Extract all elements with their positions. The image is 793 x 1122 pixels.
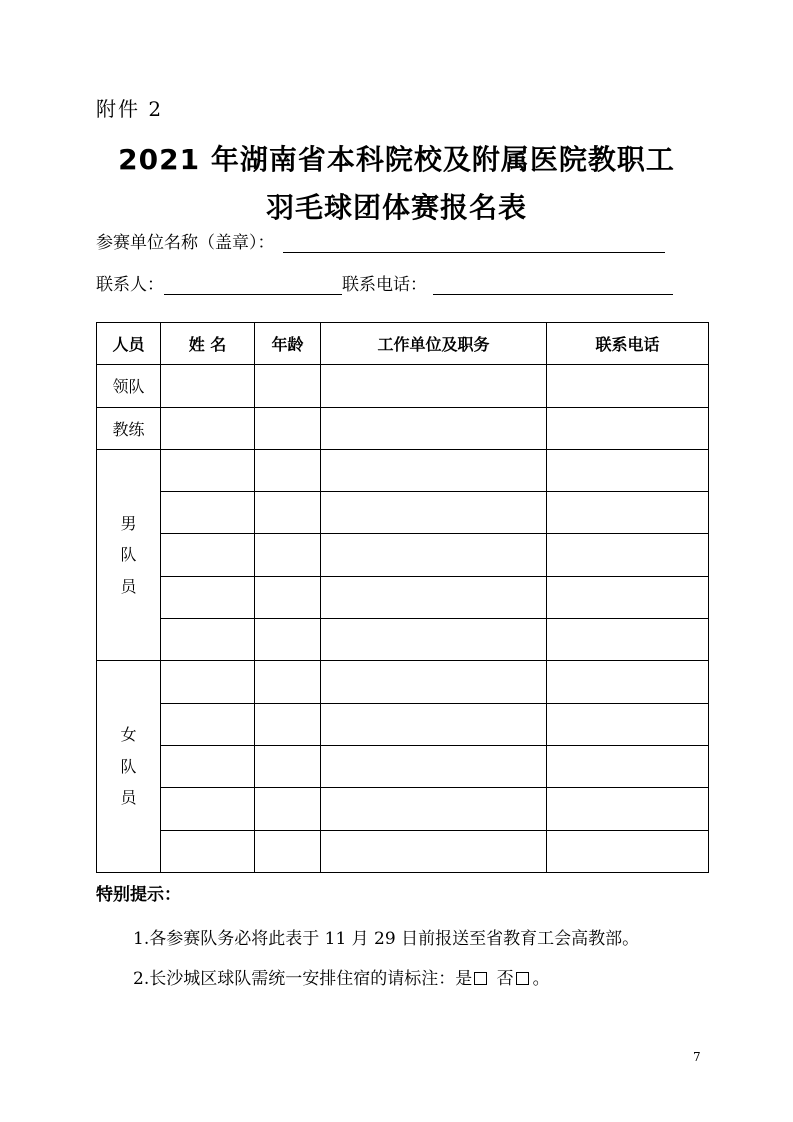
cell-name[interactable] <box>161 534 255 576</box>
cell-name[interactable] <box>161 830 255 872</box>
cell-work-unit[interactable] <box>321 534 547 576</box>
cell-work-unit[interactable] <box>321 576 547 618</box>
form-title-line-1: 2021 年湖南省本科院校及附属医院教职工 <box>118 143 675 176</box>
role-leader: 领队 <box>97 365 161 407</box>
cell-phone[interactable] <box>547 534 709 576</box>
no-label: 否 <box>496 969 514 989</box>
cell-name[interactable] <box>161 703 255 745</box>
cell-age[interactable] <box>255 661 321 703</box>
cell-work-unit[interactable] <box>321 492 547 534</box>
table-row-coach <box>97 407 709 449</box>
cell-work-unit[interactable] <box>321 745 547 787</box>
contact-phone-label: 联系电话： <box>342 275 427 295</box>
yes-label: 是 <box>455 969 473 989</box>
table-row-men <box>97 534 709 576</box>
cell-age[interactable] <box>255 830 321 872</box>
note-end-mark: 。 <box>532 969 550 989</box>
cell-age[interactable] <box>255 492 321 534</box>
cell-work-unit[interactable] <box>321 661 547 703</box>
cell-phone[interactable] <box>547 703 709 745</box>
table-header-row <box>97 323 709 365</box>
table-row-women <box>97 788 709 830</box>
cell-work-unit[interactable] <box>321 788 547 830</box>
cell-name[interactable] <box>161 661 255 703</box>
unit-name-label: 参赛单位名称（盖章）： <box>96 233 275 253</box>
cell-age[interactable] <box>255 745 321 787</box>
cell-phone[interactable] <box>547 492 709 534</box>
contact-field-row <box>96 270 673 295</box>
cell-age[interactable] <box>255 788 321 830</box>
unit-name-blank[interactable] <box>283 233 665 253</box>
header-age: 年龄 <box>255 323 321 365</box>
table-row-women <box>97 703 709 745</box>
no-checkbox[interactable] <box>516 972 529 985</box>
attachment-label: 附件 2 <box>96 97 164 121</box>
cell-name[interactable] <box>161 492 255 534</box>
contact-person-label: 联系人： <box>96 275 164 295</box>
header-name: 姓 名 <box>161 323 255 365</box>
cell-name[interactable] <box>161 407 255 449</box>
cell-name[interactable] <box>161 365 255 407</box>
note-item-1: 1.各参赛队务必将此表于 11 月 29 日前报送至省教育工会高教部。 <box>133 929 640 949</box>
cell-name[interactable] <box>161 788 255 830</box>
cell-age[interactable] <box>255 619 321 661</box>
cell-age[interactable] <box>255 703 321 745</box>
note-item-2-text: 2.长沙城区球队需统一安排住宿的请标注： <box>133 969 456 989</box>
cell-work-unit[interactable] <box>321 365 547 407</box>
cell-phone[interactable] <box>547 745 709 787</box>
notes-title: 特别提示： <box>96 885 181 905</box>
cell-age[interactable] <box>255 407 321 449</box>
table-row-women <box>97 745 709 787</box>
cell-phone[interactable] <box>547 830 709 872</box>
unit-name-field <box>96 228 665 253</box>
cell-age[interactable] <box>255 449 321 491</box>
contact-phone-blank[interactable] <box>433 275 673 295</box>
form-title-line-2: 羽毛球团体赛报名表 <box>265 191 527 224</box>
page-number: 7 <box>693 1050 701 1064</box>
header-role: 人员 <box>97 323 161 365</box>
cell-name[interactable] <box>161 449 255 491</box>
cell-work-unit[interactable] <box>321 830 547 872</box>
table-row-men <box>97 492 709 534</box>
contact-person-blank[interactable] <box>164 275 342 295</box>
table-row-men <box>97 576 709 618</box>
role-men-team: 男 队 员 <box>97 449 161 660</box>
cell-phone[interactable] <box>547 449 709 491</box>
cell-name[interactable] <box>161 576 255 618</box>
role-coach: 教练 <box>97 407 161 449</box>
table-row-leader <box>97 365 709 407</box>
cell-phone[interactable] <box>547 576 709 618</box>
header-phone: 联系电话 <box>547 323 709 365</box>
cell-work-unit[interactable] <box>321 407 547 449</box>
cell-age[interactable] <box>255 534 321 576</box>
cell-age[interactable] <box>255 576 321 618</box>
table-row-women <box>97 830 709 872</box>
cell-work-unit[interactable] <box>321 449 547 491</box>
table-row-men <box>97 449 709 491</box>
cell-name[interactable] <box>161 745 255 787</box>
cell-phone[interactable] <box>547 661 709 703</box>
cell-phone[interactable] <box>547 619 709 661</box>
role-women-team: 女 队 员 <box>97 661 161 872</box>
cell-name[interactable] <box>161 619 255 661</box>
cell-work-unit[interactable] <box>321 619 547 661</box>
cell-age[interactable] <box>255 365 321 407</box>
cell-phone[interactable] <box>547 407 709 449</box>
cell-phone[interactable] <box>547 365 709 407</box>
note-item-2 <box>133 964 550 989</box>
cell-phone[interactable] <box>547 788 709 830</box>
yes-checkbox[interactable] <box>474 972 487 985</box>
cell-work-unit[interactable] <box>321 703 547 745</box>
table-row-women <box>97 661 709 703</box>
registration-table <box>96 322 709 873</box>
header-work-unit: 工作单位及职务 <box>321 323 547 365</box>
table-row-men <box>97 619 709 661</box>
